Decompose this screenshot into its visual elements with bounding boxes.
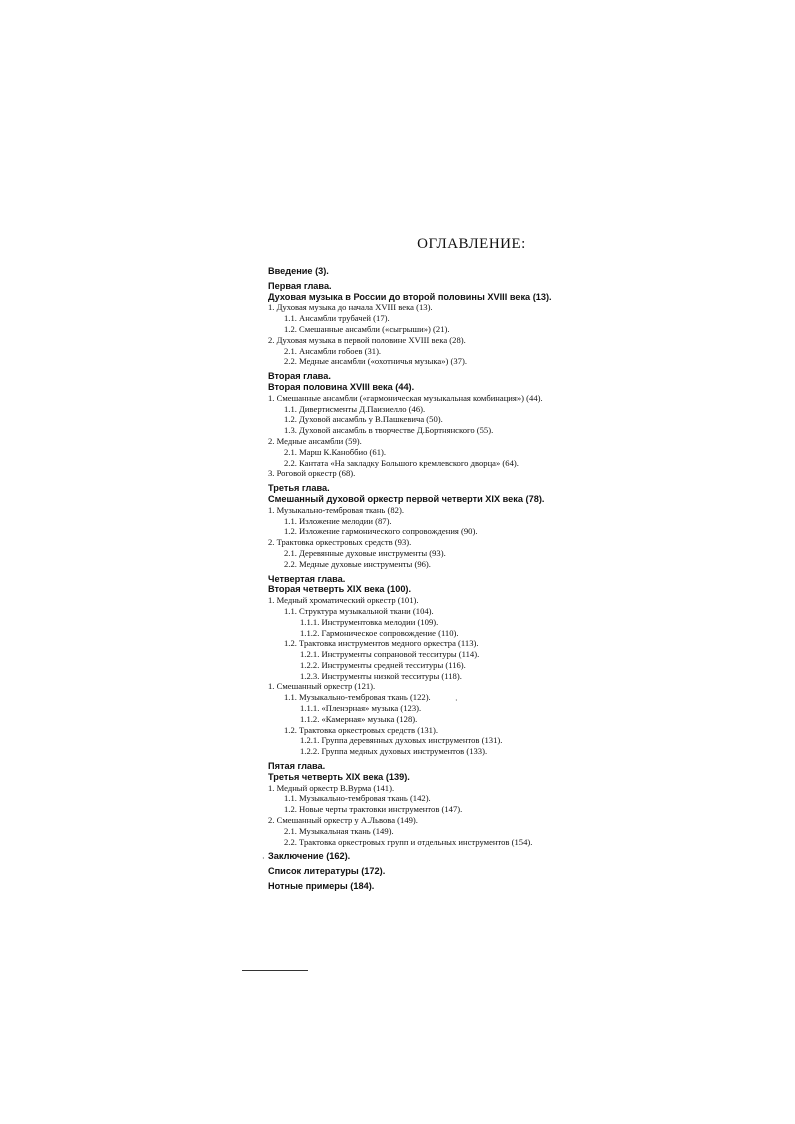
toc-entry: 2.1. Ансамбли гобоев (31). [284, 345, 382, 356]
toc-entry: 1.1. Дивертисменты Д.Паизиелло (46). [284, 403, 426, 414]
toc-entry: 1.1.2. Гармоническое сопровождение (110). [300, 627, 459, 638]
toc-entry: 1.2.2. Инструменты средней тесситуры (116). [300, 659, 466, 670]
toc-chapter-heading: Духовая музыка в России до второй половины XVIII века (13). [268, 291, 552, 302]
toc-chapter-heading: Вторая четверть XIX века (100). [268, 584, 412, 595]
toc-chapter-heading: Смешанный духовой оркестр первой четверти XIX века (78). [268, 493, 545, 504]
toc-chapter-heading: Вторая половина XVIII века (44). [268, 381, 415, 392]
toc-entry: 1.2.1. Инструменты сопрановой тесситуры (114). [300, 649, 480, 660]
toc-entry: 1.2.2. Группа медных духовых инструментов (133). [300, 746, 488, 757]
toc-entry: 1.1.1. Инструментовка мелодии (109). [300, 616, 439, 627]
toc-entry: 1.2. Духовой ансамбль у В.Пашкевича (50). [284, 414, 443, 425]
toc-entry: 2.2. Медные духовые инструменты (96). [284, 558, 431, 569]
toc-entry: 2.1. Музыкальная ткань (149). [284, 825, 394, 836]
toc-entry: 1. Духовая музыка до начала XVIII века (13). [268, 302, 433, 313]
footnote-rule [242, 970, 308, 971]
toc-chapter-heading: Вторая глава. [268, 371, 331, 382]
table-of-contents [268, 266, 788, 892]
toc-entry: 1.2.3. Инструменты низкой тесситуры (118). [300, 670, 462, 681]
toc-entry: 1.1. Структура музыкальной ткани (104). [284, 605, 434, 616]
toc-entry: 1. Музыкально-тембровая ткань (82). [268, 504, 404, 515]
toc-chapter-heading: Четвертая глава. [268, 573, 346, 584]
toc-entry: 1.2. Смешанные ансамбли («сыгрыши») (21). [284, 323, 450, 334]
toc-chapter-heading: Третья глава. [268, 483, 330, 494]
toc-entry: 2. Смешанный оркестр у А.Львова (149). [268, 815, 418, 826]
toc-chapter-heading: Список литературы (172). [268, 866, 386, 877]
toc-entry: 1. Медный хроматический оркестр (101). [268, 595, 419, 606]
toc-entry: 1. Медный оркестр В.Вурма (141). [268, 782, 395, 793]
toc-entry: 2. Медные ансамбли (59). [268, 435, 362, 446]
toc-entry: 1.2. Новые черты трактовки инструментов (147). [284, 804, 463, 815]
toc-chapter-heading: Введение (3). [268, 266, 329, 276]
toc-entry: 1.2.1. Группа деревянных духовых инструментов (131). [300, 735, 503, 746]
toc-entry: 2.1. Марш К.Каноббио (61). [284, 446, 387, 457]
scan-speck: · [455, 696, 458, 705]
toc-entry: 2.2. Трактовка оркестровых групп и отдельных инструментов (154). [284, 836, 533, 847]
toc-entry: 1.1. Изложение мелодии (87). [284, 515, 392, 526]
toc-entry: 1.3. Духовой ансамбль в творчестве Д.Бортнянского (55). [284, 425, 494, 436]
toc-entry: 1. Смешанные ансамбли («гармоническая музыкальная комбинация») (44). [268, 392, 543, 403]
toc-entry: 1.2. Трактовка оркестровых средств (131). [284, 724, 438, 735]
toc-chapter-heading: Нотные примеры (184). [268, 881, 375, 892]
toc-entry: 1.1.2. «Камерная» музыка (128). [300, 713, 418, 724]
toc-entry: 1.1. Музыкально-тембровая ткань (142). [284, 793, 431, 804]
toc-entry: 2.2. Кантата «На закладку Большого кремлевского дворца» (64). [284, 457, 519, 468]
toc-chapter-heading: Заключение (162). [268, 851, 351, 862]
toc-entry: 1.2. Изложение гармонического сопровождения (90). [284, 526, 478, 537]
scan-speck: · [262, 854, 265, 863]
page-title: ОГЛАВЛЕНИЕ: [417, 236, 526, 252]
toc-entry: 1.2. Трактовка инструментов медного оркестра (113). [284, 638, 479, 649]
toc-entry: 1. Смешанный оркестр (121). [268, 681, 376, 692]
toc-chapter-heading: Пятая глава. [268, 761, 326, 772]
toc-entry: 1.1. Музыкально-тембровая ткань (122). [284, 692, 431, 703]
toc-chapter-heading: Первая глава. [268, 280, 332, 291]
toc-entry: 2. Трактовка оркестровых средств (93). [268, 537, 412, 548]
toc-entry: 2. Духовая музыка в первой половине XVIII века (28). [268, 334, 466, 345]
toc-entry: 3. Роговой оркестр (68). [268, 468, 356, 479]
toc-entry: 2.2. Медные ансамбли («охотничья музыка») (37). [284, 356, 467, 367]
toc-chapter-heading: Третья четверть XIX века (139). [268, 771, 410, 782]
toc-entry: 1.1. Ансамбли трубачей (17). [284, 313, 390, 324]
toc-entry: 2.1. Деревянные духовые инструменты (93). [284, 547, 446, 558]
toc-entry: 1.1.1. «Пленэрная» музыка (123). [300, 703, 422, 714]
